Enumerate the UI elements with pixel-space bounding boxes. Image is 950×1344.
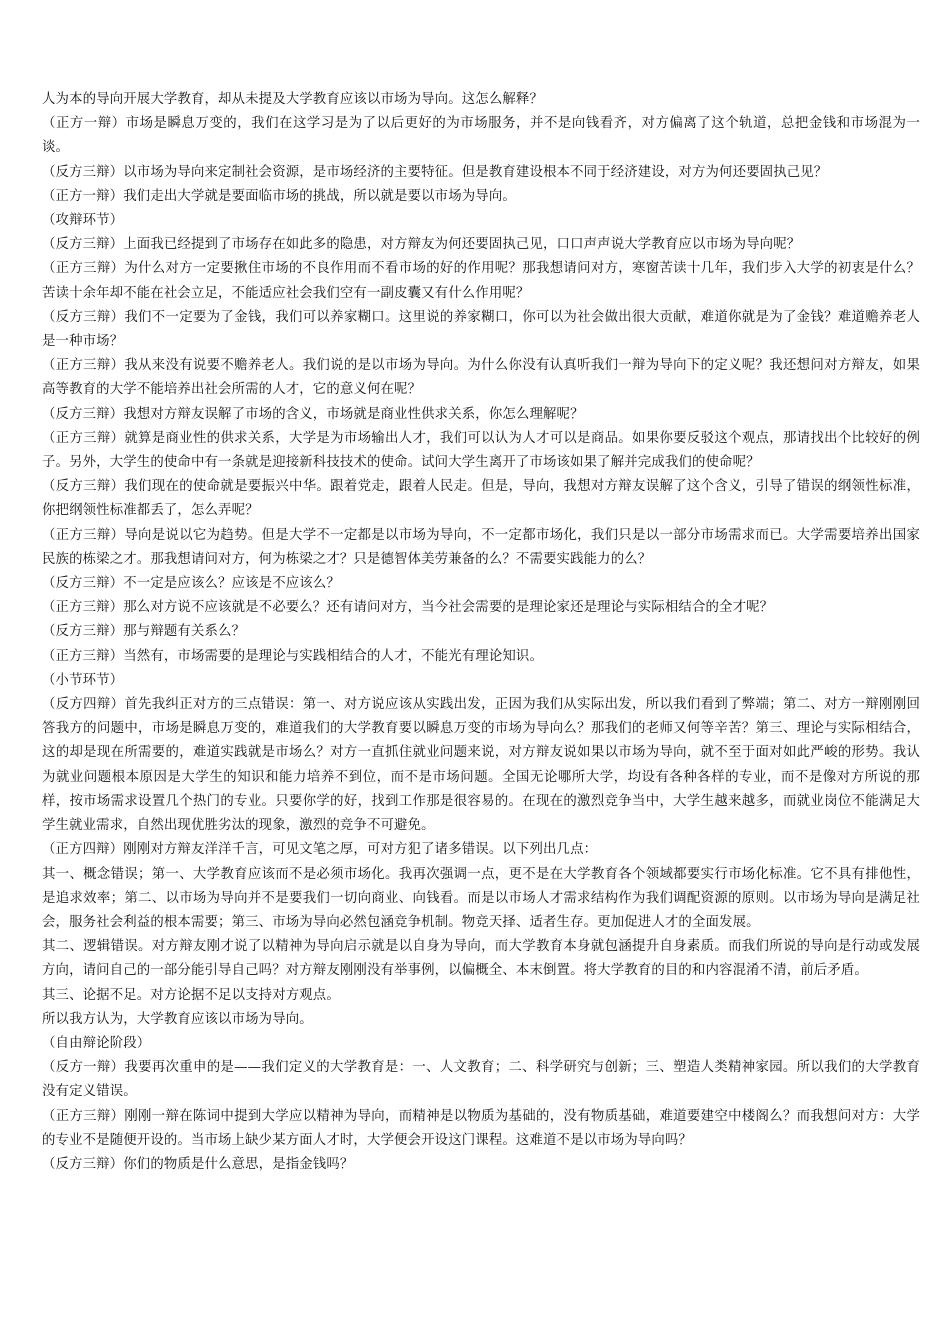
paragraph-cross-8: （正方三辩）导向是说以它为趋势。但是大学不一定都是以市场为导向，不一定都市场化，我们只是以一部分市场需求而已。大学需要培养出国家民族的栋梁之才。那我想请问对方，何为栋梁之才？只是德智体美劳兼备的么？不需要实践能力的么？: [42, 527, 920, 567]
paragraph-pro1-answer: （正方一辩）我们走出大学就是要面临市场的挑战，所以就是要以市场为导向。: [42, 188, 516, 204]
paragraph-cross-11: （反方三辩）那与辩题有关系么？: [42, 624, 246, 640]
paragraph-cross-5: （反方三辩）我想对方辩友误解了市场的含义，市场就是商业性供求关系，你怎么理解呢？: [42, 406, 584, 422]
paragraph-cross-4: （正方三辩）我从来没有说要不赡养老人。我们说的是以市场为导向。为什么你没有认真听我们一辩为导向下的定义呢？我还想问对方辩友，如果高等教育的大学不能培养出社会所需的人才，它的意义何在呢？: [42, 358, 920, 398]
paragraph-intro: 人为本的导向开展大学教育，却从未提及大学教育应该以市场为导向。这怎么解释？: [42, 92, 544, 107]
paragraph-cross-9: （反方三辩）不一定是应该么？应该是不应该么？: [42, 576, 340, 592]
paragraph-point-2: 其二、逻辑错误。对方辩友刚才说了以精神为导向启示就是以自身为导向，而大学教育本身就包涵提升自身素质。而我们所说的导向是行动或发展方向，请问自己的一部分能引导自己吗？对方辩友刚刚没有举事例，以偏概全、本末倒置。将大学教育的目的和内容混淆不清，前后矛盾。: [42, 939, 920, 979]
paragraph-con3-question: （反方三辩）以市场为导向来定制社会资源，是市场经济的主要特征。但是教育建设根本不同于经济建设，对方为何还要固执己见？: [42, 164, 828, 180]
paragraph-cross-6: （正方三辩）就算是商业性的供求关系，大学是为市场输出人才，我们可以认为人才可以是商品。如果你要反驳这个观点，那请找出个比较好的例子。另外，大学生的使命中有一条就是迎接新科技技术的使命。试问大学生离开了市场该如果了解并完成我们的使命呢？: [42, 430, 920, 471]
paragraph-cross-12: （正方三辩）当然有，市场需要的是理论与实践相结合的人才，不能光有理论知识。: [42, 648, 544, 664]
paragraph-pro4-summary: （正方四辩）刚刚对方辩友洋洋千言，可见文笔之厚，可对方犯了诸多错误。以下列出几点：: [42, 842, 598, 858]
section-heading-cross-exam: （攻辩环节）: [42, 213, 124, 229]
paragraph-point-1: 其一、概念错误；第一、大学教育应该而不是必须市场化。我再次强调一点，更不是在大学教育各个领域都要实行市场化标准。它不具有排他性，是追求效率；第二、以市场为导向并不是要我们一切向商业、向钱看。而是以市场人才需求结构作为我们调配资源的原则。以市场为导向是满足社会，服务社会利益的根本需要；第三、市场为导向必然包涵竞争机制。物竞天择、适者生存。更加促进人才的全面发展。: [42, 866, 920, 930]
paragraph-free-3: （反方三辩）你们的物质是什么意思，是指金钱吗？: [42, 1156, 354, 1172]
paragraph-cross-3: （反方三辩）我们不一定要为了金钱，我们可以养家糊口。这里说的养家糊口，你可以为社会做出很大贡献，难道你就是为了金钱？难道赡养老人是一种市场？: [42, 309, 920, 350]
paragraph-free-1: （反方一辩）我要再次重申的是——我们定义的大学教育是：一、人文教育；二、科学研究与创新；三、塑造人类精神家园。所以我们的大学教育没有定义错误。: [42, 1060, 920, 1100]
section-heading-free-debate: （自由辩论阶段）: [42, 1035, 151, 1051]
section-heading-summary: （小节环节）: [42, 672, 124, 688]
paragraph-cross-2: （正方三辩）为什么对方一定要揪住市场的不良作用而不看市场的好的作用呢？那我想请问对方，寒窗苦读十几年，我们步入大学的初衷是什么？苦读十余年却不能在社会立足，不能适应社会我们空有一副皮囊又有什么作用呢？: [42, 261, 920, 301]
paragraph-conclusion: 所以我方认为，大学教育应该以市场为导向。: [42, 1011, 313, 1027]
paragraph-cross-7: （反方三辩）我们现在的使命就是要振兴中华。跟着党走，跟着人民走。但是，导向，我想对方辩友误解了这个含义，引导了错误的纲领性标准，你把纲领性标准都丢了，怎么弄呢？: [42, 479, 920, 519]
paragraph-con4-summary: （反方四辩）首先我纠正对方的三点错误：第一、对方说应该从实践出发，正因为我们从实际出发，所以我们看到了弊端；第二、对方一辩刚刚回答我方的问题中，市场是瞬息万变的，难道我们的大学教育要以瞬息万变的市场为导向么？那我们的老师又何等辛苦？第三、理论与实际相结合，这的却是现在所需要的，难道实践就是市场么？对方一直抓住就业问题来说，对方辩友说如果以市场为导向，就不至于面对如此严峻的形势。我认为就业问题根本原因是大学生的知识和能力培养不到位，而不是市场问题。全国无论哪所大学，均设有各种各样的专业，而不是像对方所说的那样，按市场需求设置几个热门的专业。只要你学的好，找到工作那是很容易的。在现在的激烈竞争当中，大学生越来越多，而就业岗位不能满足大学生就业需求，自然出现优胜劣汰的现象，激烈的竞争不可避免。: [42, 697, 920, 834]
document-body: [42, 88, 920, 1177]
paragraph-cross-10: （正方三辩）那么对方说不应该就是不必要么？还有请问对方，当今社会需要的是理论家还是理论与实际相结合的全才呢？: [42, 600, 774, 616]
paragraph-point-3: 其三、论据不足。对方论据不足以支持对方观点。: [42, 987, 340, 1003]
paragraph-pro1-reply: （正方一辩）市场是瞬息万变的，我们在这学习是为了以后更好的为市场服务，并不是向钱看齐，对方偏离了这个轨道，总把金钱和市场混为一谈。: [42, 116, 920, 156]
paragraph-free-2: （正方三辩）刚刚一辩在陈词中提到大学应以精神为导向，而精神是以物质为基础的，没有物质基础，难道要建空中楼阁么？而我想问对方：大学的专业不是随便开设的。当市场上缺少某方面人才时，大学便会开设这门课程。这难道不是以市场为导向吗？: [42, 1108, 920, 1148]
paragraph-cross-1: （反方三辩）上面我已经提到了市场存在如此多的隐患，对方辩友为何还要固执己见，口口声声说大学教育应以市场为导向呢？: [42, 237, 801, 253]
